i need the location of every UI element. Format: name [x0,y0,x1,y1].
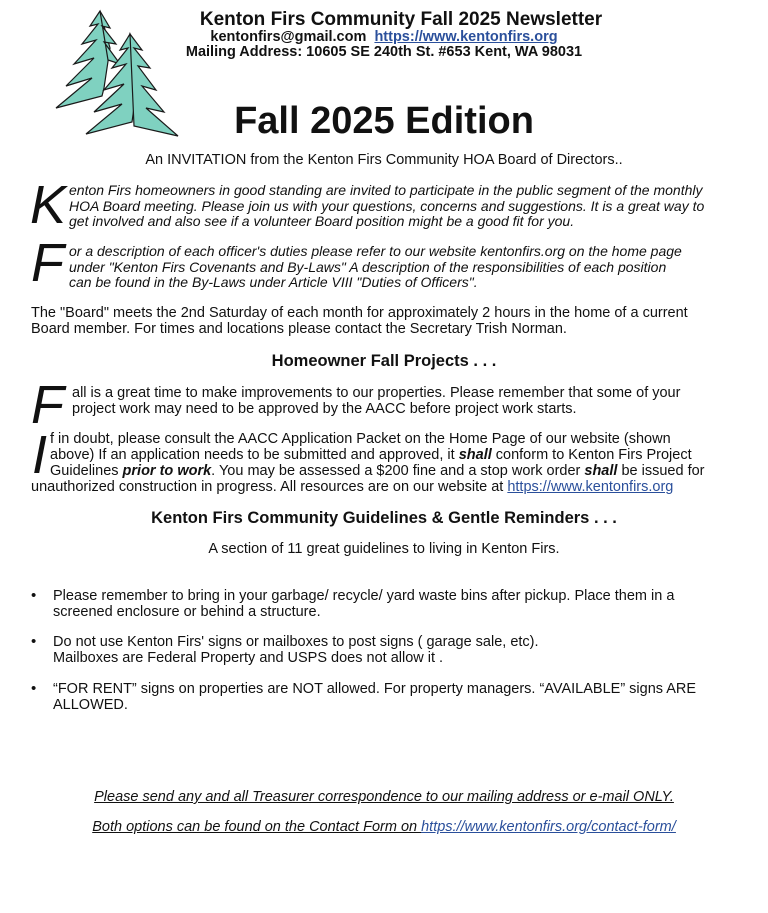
list-item: Do not use Kenton Firs' signs or mailboxes to post signs ( garage sale, etc). Mailboxes are Federal Property and USPS does not allow it . [53,634,539,666]
paragraph-board-meets: The "Board" meets the 2nd Saturday of each month for approximately 2 hours in the home of a current Board member. For times and locations please contact the Secretary Trish Norman. [31,305,688,337]
edition-heading: Fall 2025 Edition [234,100,534,142]
paragraph-aacc-application: f in doubt, please consult the AACC Application Packet on the Home Page of our website (shown above) If an application needs to be submitted and approved, it shall conform to Kenton Firs Project Guidelines prior to work. You may be assessed a $200 fine and a stop work order shall be issued for [50,431,705,479]
list-item: “FOR RENT” signs on properties are NOT allowed. For property managers. “AVAILABLE” signs ARE ALLOWED. [53,681,697,713]
dropcap-f: F [31,233,64,293]
paragraph-resources-line: unauthorized construction in progress. All resources are on our website at https://www.kentonfirs.org [31,479,674,495]
bullet-symbol: • [31,680,37,697]
bullet-symbol: • [31,587,37,604]
guidelines-heading: Kenton Firs Community Guidelines & Gentle Reminders . . . [151,509,617,527]
list-item: Please remember to bring in your garbage/ recycle/ yard waste bins after pickup. Place them in a screened enclosure or behind a structure. [53,588,675,620]
header-mailing-address: Mailing Address: 10605 SE 240th St. #653 Kent, WA 98031 [185,44,583,60]
paragraph-invitation: enton Firs homeowners in good standing are invited to participate in the public segment of the monthly HOA Board meeting. Please join us with your questions, concerns and suggestions. It is a great way to get involved and also see if a volunteer Board position might be a good fit for you. [69,182,705,229]
resources-website-link[interactable]: https://www.kentonfirs.org [507,479,674,495]
dropcap-i: I [32,425,48,485]
dropcap-k: K [30,175,67,235]
invitation-line: An INVITATION from the Kenton Firs Community HOA Board of Directors.. [145,152,623,168]
contact-form-link[interactable]: https://www.kentonfirs.org/contact-form/ [421,819,676,835]
header-website-link[interactable]: https://www.kentonfirs.org [374,29,558,45]
header-contact-line [0,29,768,45]
newsletter-title: Kenton Firs Community Fall 2025 Newsletter [199,9,603,30]
projects-heading: Homeowner Fall Projects . . . [271,352,497,370]
closing-treasurer-note: Please send any and all Treasurer correspondence to our mailing address or e-mail ONLY. [94,789,674,805]
header-email: kentonfirs@gmail.com [210,29,367,45]
paragraph-fall-improvements: all is a great time to make improvements to our properties. Please remember that some of your project work may need to be approved by the AACC before project work starts. [72,385,681,417]
closing-contact-form-note: Both options can be found on the Contact Form on https://www.kentonfirs.org/contact-form/ [92,819,676,835]
guidelines-intro: A section of 11 great guidelines to living in Kenton Firs. [208,541,560,557]
dropcap-f-projects: F [31,375,64,435]
bullet-symbol: • [31,633,37,650]
paragraph-officer-duties: or a description of each officer's duties please refer to our website kentonfirs.org on the home page under "Kenton Firs Covenants and By-Laws" A description of the responsibilities of each position can be found in the By-Laws under Article VIII "Duties of Officers". [69,243,682,290]
